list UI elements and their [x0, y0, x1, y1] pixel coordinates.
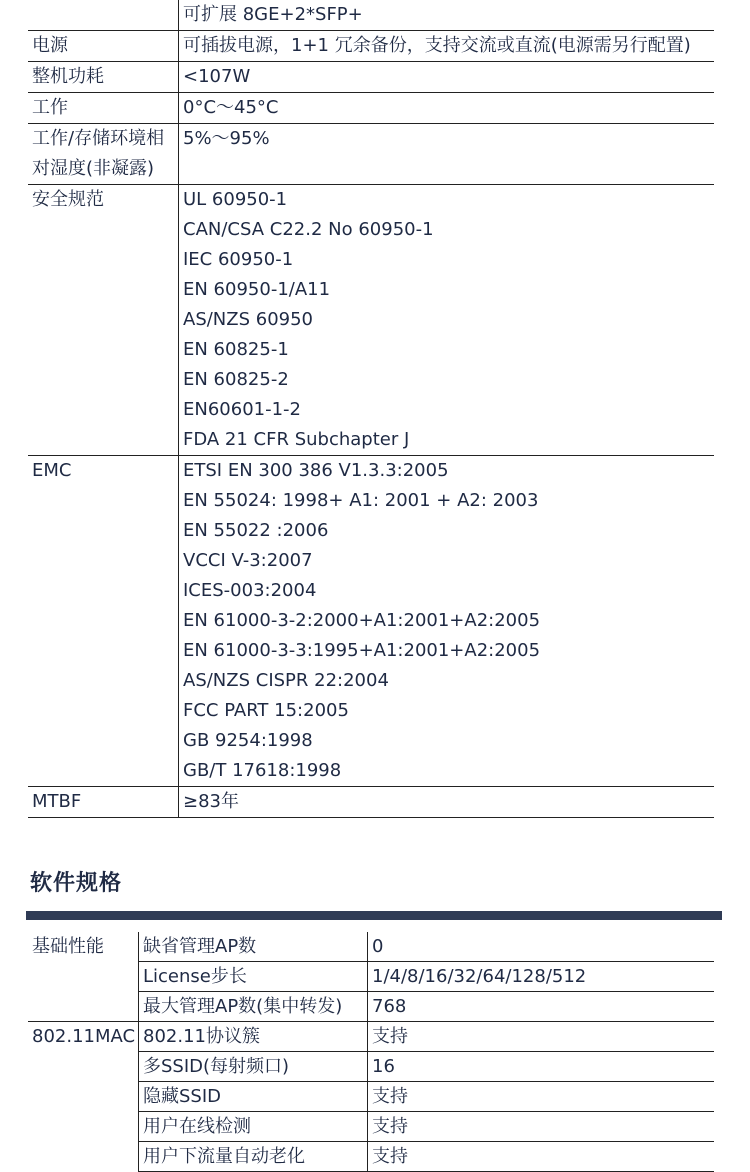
spec-value: 5%～95% — [183, 128, 270, 149]
spec-value: VCCI V-3:2007 — [183, 550, 313, 571]
feature-value: 16 — [368, 1052, 715, 1082]
spec-label: 整机功耗 — [32, 66, 104, 87]
spec-value: 0°C～45°C — [183, 97, 279, 118]
spec-row — [28, 185, 714, 456]
spec-value: EN 55024: 1998+ A1: 2001 + A2: 2003 — [183, 490, 539, 511]
feature-name: 缺省管理AP数 — [139, 932, 368, 962]
spec-value: CAN/CSA C22.2 No 60950-1 — [183, 219, 434, 240]
spec-label: 安全规范 — [32, 189, 104, 210]
feature-value: 支持 — [368, 1112, 715, 1142]
feature-value: 支持 — [368, 1142, 715, 1172]
spec-value: IEC 60950-1 — [183, 249, 294, 270]
section-divider-bar — [26, 911, 722, 920]
feature-name: 802.11协议簇 — [139, 1022, 368, 1052]
software-row — [28, 1112, 714, 1142]
spec-value-cell — [179, 124, 715, 185]
software-row — [28, 992, 714, 1022]
feature-value: 1/4/8/16/32/64/128/512 — [368, 962, 715, 992]
group-cell — [28, 1142, 139, 1172]
spec-value: AS/NZS 60950 — [183, 309, 314, 330]
group-cell — [28, 1022, 139, 1052]
group-label: 基础性能 — [32, 936, 104, 957]
spec-label: 工作/存储环境相 — [32, 128, 165, 149]
spec-value: EN 61000-3-3:1995+A1:2001+A2:2005 — [183, 640, 541, 661]
group-cell — [28, 1112, 139, 1142]
spec-value: EN 60950-1/A11 — [183, 279, 331, 300]
hardware-spec-table — [28, 0, 714, 818]
group-cell — [28, 992, 139, 1022]
spec-value-cell — [179, 0, 715, 31]
spec-row — [28, 0, 714, 31]
software-row — [28, 962, 714, 992]
spec-value: <107W — [183, 66, 251, 87]
spec-label-cell — [28, 0, 179, 31]
software-row — [28, 1142, 714, 1172]
group-label: 802.11MAC — [32, 1026, 136, 1047]
spec-value: EN 61000-3-2:2000+A1:2001+A2:2005 — [183, 610, 541, 631]
spec-value: AS/NZS CISPR 22:2004 — [183, 670, 389, 691]
spec-row — [28, 93, 714, 124]
spec-value: EN 60825-1 — [183, 339, 289, 360]
spec-label-cell — [28, 124, 179, 185]
spec-value: EN60601-1-2 — [183, 399, 301, 420]
spec-value: ETSI EN 300 386 V1.3.3:2005 — [183, 460, 449, 481]
spec-value: GB 9254:1998 — [183, 730, 313, 751]
feature-value: 0 — [368, 932, 715, 962]
spec-value: EN 55022 :2006 — [183, 520, 329, 541]
spec-label: 工作 — [32, 97, 68, 118]
feature-value: 支持 — [368, 1082, 715, 1112]
spec-value-cell — [179, 62, 715, 93]
spec-label: EMC — [32, 460, 72, 481]
spec-row — [28, 62, 714, 93]
software-row — [28, 1082, 714, 1112]
software-row — [28, 1052, 714, 1082]
spec-value-cell — [179, 185, 715, 456]
spec-value: GB/T 17618:1998 — [183, 760, 342, 781]
spec-value: FCC PART 15:2005 — [183, 700, 349, 721]
software-spec-table — [28, 932, 714, 1172]
spec-row — [28, 787, 714, 818]
feature-name: 最大管理AP数(集中转发) — [139, 992, 368, 1022]
spec-label-cell — [28, 62, 179, 93]
feature-name: 多SSID(每射频口) — [139, 1052, 368, 1082]
spec-label-cell — [28, 93, 179, 124]
feature-name: 用户在线检测 — [139, 1112, 368, 1142]
spec-row — [28, 31, 714, 62]
spec-value: 可扩展 8GE+2*SFP+ — [183, 4, 363, 25]
spec-label-cell — [28, 787, 179, 818]
feature-name: 隐藏SSID — [139, 1082, 368, 1112]
spec-row — [28, 124, 714, 185]
software-row — [28, 1022, 714, 1052]
spec-value-cell — [179, 93, 715, 124]
spec-value: 可插拔电源，1+1 冗余备份，支持交流或直流(电源需另行配置) — [183, 35, 691, 56]
software-row — [28, 932, 714, 962]
spec-value: EN 60825-2 — [183, 369, 289, 390]
group-cell — [28, 1082, 139, 1112]
group-cell — [28, 932, 139, 962]
spec-value: FDA 21 CFR Subchapter J — [183, 429, 410, 450]
feature-name: 用户下流量自动老化 — [139, 1142, 368, 1172]
group-cell — [28, 1052, 139, 1082]
spec-label: MTBF — [32, 791, 82, 812]
spec-label-cell — [28, 31, 179, 62]
feature-name: License步长 — [139, 962, 368, 992]
spec-value: UL 60950-1 — [183, 189, 288, 210]
spec-value-cell — [179, 456, 715, 787]
spec-value-cell — [179, 787, 715, 818]
spec-value: ≥83年 — [183, 791, 239, 812]
group-cell — [28, 962, 139, 992]
spec-row — [28, 456, 714, 787]
feature-value: 支持 — [368, 1022, 715, 1052]
feature-value: 768 — [368, 992, 715, 1022]
spec-label-cell — [28, 185, 179, 456]
spec-label: 对湿度(非凝露) — [32, 158, 155, 179]
section-title: 软件规格 — [30, 871, 123, 896]
spec-value-cell — [179, 31, 715, 62]
spec-value: ICES-003:2004 — [183, 580, 317, 601]
spec-label: 电源 — [32, 35, 68, 56]
spec-label-cell — [28, 456, 179, 787]
